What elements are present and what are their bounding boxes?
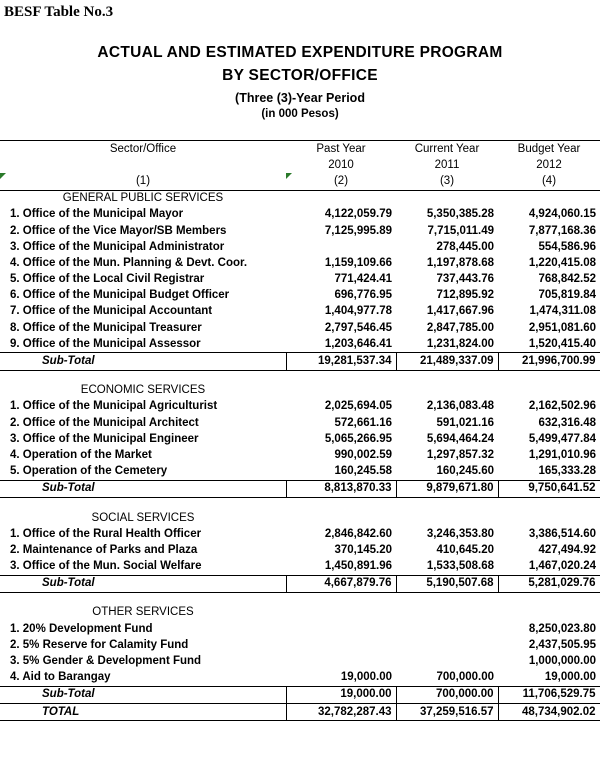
table-row [0, 542, 600, 558]
office-label: 3. Office of the Municipal Engineer [10, 432, 199, 445]
col-number-2: (2) [286, 173, 396, 190]
spacer-cell [396, 370, 498, 383]
office-label: 3. Office of the Municipal Administrator [10, 240, 225, 253]
subtotal-current-year: 700,000.00 [396, 686, 498, 703]
subtotal-past-year: 19,281,537.34 [286, 353, 396, 370]
current-year-value: 1,297,857.32 [426, 448, 494, 461]
current-year-value: 700,000.00 [436, 671, 494, 684]
spacer-row [0, 592, 600, 605]
past-year-value: 771,424.41 [334, 273, 392, 286]
table-row [0, 526, 600, 542]
total-current-year: 37,259,516.57 [396, 704, 498, 721]
current-year-value: 1,533,508.68 [426, 560, 494, 573]
col-header-budget-year-value: 2012 [536, 158, 562, 171]
budget-year-value: 2,162,502.96 [528, 400, 596, 413]
current-year-value: 2,136,083.48 [426, 400, 494, 413]
header-spacer [0, 157, 286, 173]
col-number-3: (3) [396, 173, 498, 190]
col-header-past-year-value: 2010 [328, 158, 354, 171]
budget-year-value: 632,316.48 [538, 416, 596, 429]
budget-year-value: 1,220,415.08 [528, 256, 596, 269]
spacer-cell [286, 497, 396, 510]
budget-year-value: 427,494.92 [538, 543, 596, 556]
table-row [0, 223, 600, 239]
budget-year-value: 1,520,415.40 [528, 337, 596, 350]
office-label: 5. Office of the Local Civil Registrar [10, 273, 205, 286]
section-title: ECONOMIC SERVICES [80, 384, 206, 397]
spacer-row [0, 370, 600, 383]
past-year-value: 2,846,842.60 [324, 527, 392, 540]
col-header-sector: Sector/Office [0, 141, 286, 158]
subtotal-budget-year: 21,996,700.99 [498, 353, 600, 370]
empty-cell [286, 383, 396, 399]
report-title: ACTUAL AND ESTIMATED EXPENDITURE PROGRAM [97, 44, 503, 61]
empty-cell [286, 605, 396, 621]
report-subtitle: BY SECTOR/OFFICE [222, 67, 378, 84]
subtotal-row [0, 353, 600, 370]
total-row [0, 704, 600, 721]
budget-year-value: 8,250,023.80 [528, 622, 596, 635]
table-row [0, 207, 600, 223]
table-row [0, 415, 600, 431]
current-year-value: 7,715,011.49 [427, 224, 494, 237]
total-past-year: 32,782,287.43 [286, 704, 396, 721]
spacer-cell [396, 592, 498, 605]
office-label: 2. Maintenance of Parks and Plaza [10, 543, 198, 556]
budget-year-value: 705,819.84 [538, 289, 596, 302]
office-label: 3. 5% Gender & Development Fund [10, 655, 202, 668]
budget-year-value: 1,474,311.08 [529, 305, 596, 318]
spacer-cell [0, 370, 286, 383]
budget-year-value: 3,386,514.60 [528, 527, 596, 540]
current-year-value: 1,417,667.96 [426, 305, 494, 318]
office-label: 6. Office of the Municipal Budget Officer [10, 289, 230, 302]
table-row [0, 464, 600, 481]
budget-year-value: 2,437,505.95 [528, 638, 596, 651]
table-row [0, 653, 600, 669]
section-title: OTHER SERVICES [92, 606, 194, 619]
budget-year-value: 4,924,060.15 [528, 208, 596, 221]
table-row [0, 239, 600, 255]
spacer-cell [286, 370, 396, 383]
office-label: 5. Operation of the Cemetery [10, 465, 168, 478]
table-row [0, 621, 600, 637]
subtotal-label: Sub-Total [0, 686, 286, 703]
section-header-row [0, 605, 600, 621]
current-year-value: 1,231,824.00 [426, 337, 494, 350]
total-budget-year: 48,734,902.02 [498, 704, 600, 721]
office-label: 9. Office of the Municipal Assessor [10, 337, 201, 350]
current-year-value [396, 637, 498, 653]
past-year-value: 2,797,546.45 [324, 321, 392, 334]
table-row [0, 272, 600, 288]
current-year-value: 591,021.16 [436, 416, 494, 429]
spacer-cell [286, 592, 396, 605]
table-row [0, 320, 600, 336]
spacer-cell [498, 370, 600, 383]
current-year-value [396, 653, 498, 669]
col-header-current-year-value: 2011 [434, 158, 460, 171]
current-year-value: 410,645.20 [436, 543, 494, 556]
office-label: 4. Office of the Mun. Planning & Devt. Coor. [10, 256, 248, 269]
subtotal-label: Sub-Total [0, 480, 286, 497]
empty-cell [396, 383, 498, 399]
subtotal-row [0, 575, 600, 592]
section-title: GENERAL PUBLIC SERVICES [62, 192, 224, 205]
table-row [0, 336, 600, 353]
subtotal-label: Sub-Total [0, 575, 286, 592]
table-row [0, 670, 600, 687]
subtotal-past-year: 8,813,870.33 [286, 480, 396, 497]
subtotal-budget-year: 11,706,529.75 [498, 686, 600, 703]
office-label: 1. 20% Development Fund [10, 622, 153, 635]
empty-cell [498, 510, 600, 526]
section-header-row [0, 383, 600, 399]
current-year-value: 160,245.60 [436, 465, 494, 478]
budget-year-value: 768,842.52 [538, 273, 596, 286]
budget-year-value: 165,333.28 [538, 465, 596, 478]
past-year-value [286, 239, 396, 255]
section-header-row [0, 190, 600, 207]
table-row [0, 431, 600, 447]
col-number-1: (1) [0, 173, 286, 190]
note-marker [286, 173, 292, 179]
budget-year-value: 7,877,168.36 [528, 224, 596, 237]
past-year-value: 696,776.95 [334, 289, 392, 302]
total-label: TOTAL [0, 704, 286, 721]
budget-year-value: 1,291,010.96 [528, 448, 596, 461]
office-label: 1. Office of the Rural Health Officer [10, 527, 202, 540]
empty-cell [286, 190, 396, 207]
past-year-value: 1,159,109.66 [324, 256, 392, 269]
budget-year-value: 1,000,000.00 [528, 655, 596, 668]
subtotal-row [0, 480, 600, 497]
table-row [0, 255, 600, 271]
empty-cell [396, 605, 498, 621]
empty-cell [498, 190, 600, 207]
section-header-row [0, 510, 600, 526]
past-year-value [286, 637, 396, 653]
spacer-cell [498, 497, 600, 510]
note-marker [0, 173, 6, 179]
office-label: 2. 5% Reserve for Calamity Fund [10, 638, 189, 651]
table-row [0, 304, 600, 320]
current-year-value [396, 621, 498, 637]
current-year-value: 2,847,785.00 [426, 321, 494, 334]
office-label: 3. Office of the Mun. Social Welfare [10, 560, 202, 573]
col-number-4: (4) [498, 173, 600, 190]
spacer-cell [0, 592, 286, 605]
units-label: (in 000 Pesos) [261, 108, 339, 120]
past-year-value: 2,025,694.05 [324, 400, 392, 413]
past-year-value: 160,245.58 [334, 465, 392, 478]
current-year-value: 5,350,385.28 [426, 208, 494, 221]
budget-year-value: 554,586.96 [538, 240, 596, 253]
subtotal-budget-year: 9,750,641.52 [498, 480, 600, 497]
spacer-cell [498, 592, 600, 605]
budget-year-value: 5,499,477.84 [528, 432, 596, 445]
current-year-value: 3,246,353.80 [426, 527, 494, 540]
past-year-value: 4,122,059.79 [324, 208, 392, 221]
empty-cell [286, 510, 396, 526]
budget-year-value: 19,000.00 [544, 671, 596, 684]
current-year-value: 278,445.00 [436, 240, 494, 253]
table-row [0, 399, 600, 415]
budget-year-value: 1,467,020.24 [528, 560, 596, 573]
empty-cell [498, 383, 600, 399]
expenditure-table [0, 140, 600, 721]
office-label: 7. Office of the Municipal Accountant [10, 305, 213, 318]
office-label: 2. Office of the Vice Mayor/SB Members [10, 224, 227, 237]
table-number-label: BESF Table No.3 [4, 4, 114, 20]
subtotal-current-year: 9,879,671.80 [396, 480, 498, 497]
subtotal-budget-year: 5,281,029.76 [498, 575, 600, 592]
subtotal-label: Sub-Total [0, 353, 286, 370]
current-year-value: 5,694,464.24 [426, 432, 494, 445]
subtotal-current-year: 5,190,507.68 [396, 575, 498, 592]
subtotal-past-year: 4,667,879.76 [286, 575, 396, 592]
office-label: 1. Office of the Municipal Agriculturist [10, 400, 218, 413]
office-label: 4. Operation of the Market [10, 448, 152, 461]
past-year-value: 1,404,977.78 [324, 305, 392, 318]
subtotal-row [0, 686, 600, 703]
past-year-value: 572,661.16 [334, 416, 392, 429]
spacer-cell [396, 497, 498, 510]
empty-cell [396, 510, 498, 526]
current-year-value: 737,443.76 [436, 273, 494, 286]
subtotal-current-year: 21,489,337.09 [396, 353, 498, 370]
past-year-value: 990,002.59 [334, 448, 392, 461]
office-label: 4. Aid to Barangay [10, 671, 111, 684]
past-year-value: 7,125,995.89 [324, 224, 392, 237]
past-year-value: 1,203,646.41 [324, 337, 392, 350]
office-label: 2. Office of the Municipal Architect [10, 416, 199, 429]
section-title: SOCIAL SERVICES [91, 511, 195, 524]
empty-cell [396, 190, 498, 207]
col-header-current-year: Current Year [396, 141, 498, 158]
office-label: 8. Office of the Municipal Treasurer [10, 321, 202, 334]
period-label: (Three (3)-Year Period [235, 91, 365, 105]
col-header-budget-year: Budget Year [498, 141, 600, 158]
past-year-value: 1,450,891.96 [324, 560, 392, 573]
past-year-value: 19,000.00 [340, 671, 392, 684]
table-row [0, 637, 600, 653]
empty-cell [498, 605, 600, 621]
past-year-value: 5,065,266.95 [324, 432, 392, 445]
spacer-cell [0, 497, 286, 510]
budget-year-value: 2,951,081.60 [528, 321, 596, 334]
past-year-value: 370,145.20 [334, 543, 392, 556]
current-year-value: 712,895.92 [436, 289, 494, 302]
table-row [0, 288, 600, 304]
current-year-value: 1,197,878.68 [426, 256, 494, 269]
table-row [0, 559, 600, 576]
subtotal-past-year: 19,000.00 [286, 686, 396, 703]
office-label: 1. Office of the Municipal Mayor [10, 208, 184, 221]
past-year-value [286, 621, 396, 637]
table-row [0, 447, 600, 463]
past-year-value [286, 653, 396, 669]
spacer-row [0, 497, 600, 510]
col-header-past-year: Past Year [286, 141, 396, 158]
